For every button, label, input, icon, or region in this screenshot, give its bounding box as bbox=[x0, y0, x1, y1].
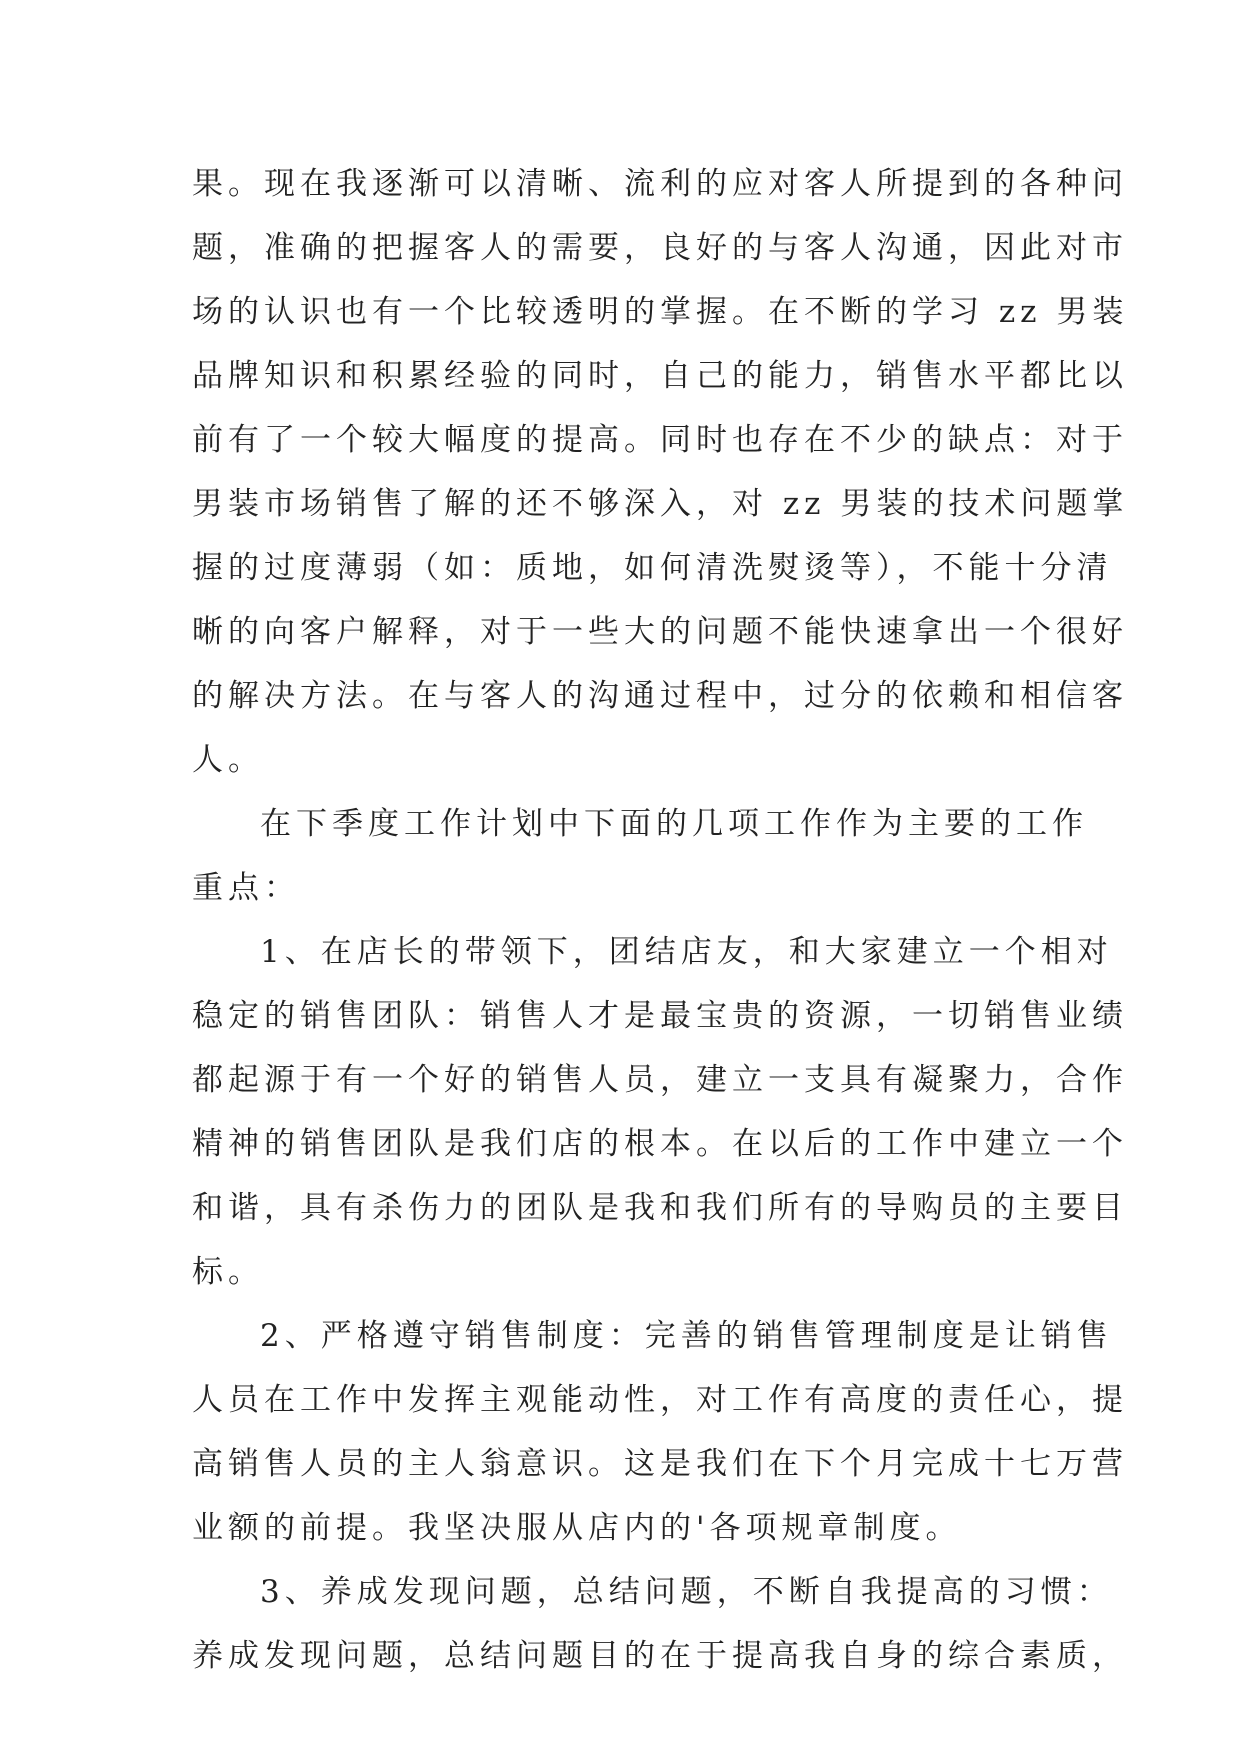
text-line: 在下季度工作计划中下面的几项工作作为主要的工作 bbox=[260, 806, 1088, 842]
text-line: 人。 bbox=[192, 742, 264, 778]
text-line: 题，准确的把握客人的需要，良好的与客人沟通，因此对市 bbox=[192, 230, 1128, 266]
text-line: 场的认识也有一个比较透明的掌握。在不断的学习 zz 男装 bbox=[192, 294, 1129, 330]
text-line: 的解决方法。在与客人的沟通过程中，过分的依赖和相信客 bbox=[192, 678, 1128, 714]
text-line: 前有了一个较大幅度的提高。同时也存在不少的缺点：对于 bbox=[192, 422, 1128, 458]
text-line: 男装市场销售了解的还不够深入，对 zz 男装的技术问题掌 bbox=[192, 486, 1129, 522]
text-line: 果。现在我逐渐可以清晰、流利的应对客人所提到的各种问 bbox=[192, 166, 1128, 202]
text-line: 人员在工作中发挥主观能动性，对工作有高度的责任心，提 bbox=[192, 1382, 1128, 1418]
text-line: 高销售人员的主人翁意识。这是我们在下个月完成十七万营 bbox=[192, 1446, 1128, 1482]
text-line: 养成发现问题，总结问题目的在于提高我自身的综合素质， bbox=[192, 1638, 1128, 1674]
document-body bbox=[192, 152, 1129, 1688]
text-line: 重点： bbox=[192, 870, 300, 906]
text-line: 品牌知识和积累经验的同时，自己的能力，销售水平都比以 bbox=[192, 358, 1128, 394]
text-line: 都起源于有一个好的销售人员，建立一支具有凝聚力，合作 bbox=[192, 1062, 1128, 1098]
text-line: 业额的前提。我坚决服从店内的'各项规章制度。 bbox=[192, 1510, 962, 1546]
text-line: 标。 bbox=[192, 1254, 264, 1290]
text-line: 精神的销售团队是我们店的根本。在以后的工作中建立一个 bbox=[192, 1126, 1128, 1162]
text-line: 握的过度薄弱（如：质地，如何清洗熨烫等），不能十分清 bbox=[192, 550, 1113, 586]
text-line: 2、严格遵守销售制度：完善的销售管理制度是让销售 bbox=[260, 1318, 1113, 1354]
text-line: 和谐，具有杀伤力的团队是我和我们所有的导购员的主要目 bbox=[192, 1190, 1128, 1226]
text-line: 稳定的销售团队：销售人才是最宝贵的资源，一切销售业绩 bbox=[192, 998, 1128, 1034]
text-line: 3、养成发现问题，总结问题，不断自我提高的习惯： bbox=[260, 1574, 1113, 1610]
text-line: 晰的向客户解释，对于一些大的问题不能快速拿出一个很好 bbox=[192, 614, 1128, 650]
text-line: 1、在店长的带领下，团结店友，和大家建立一个相对 bbox=[260, 934, 1113, 970]
